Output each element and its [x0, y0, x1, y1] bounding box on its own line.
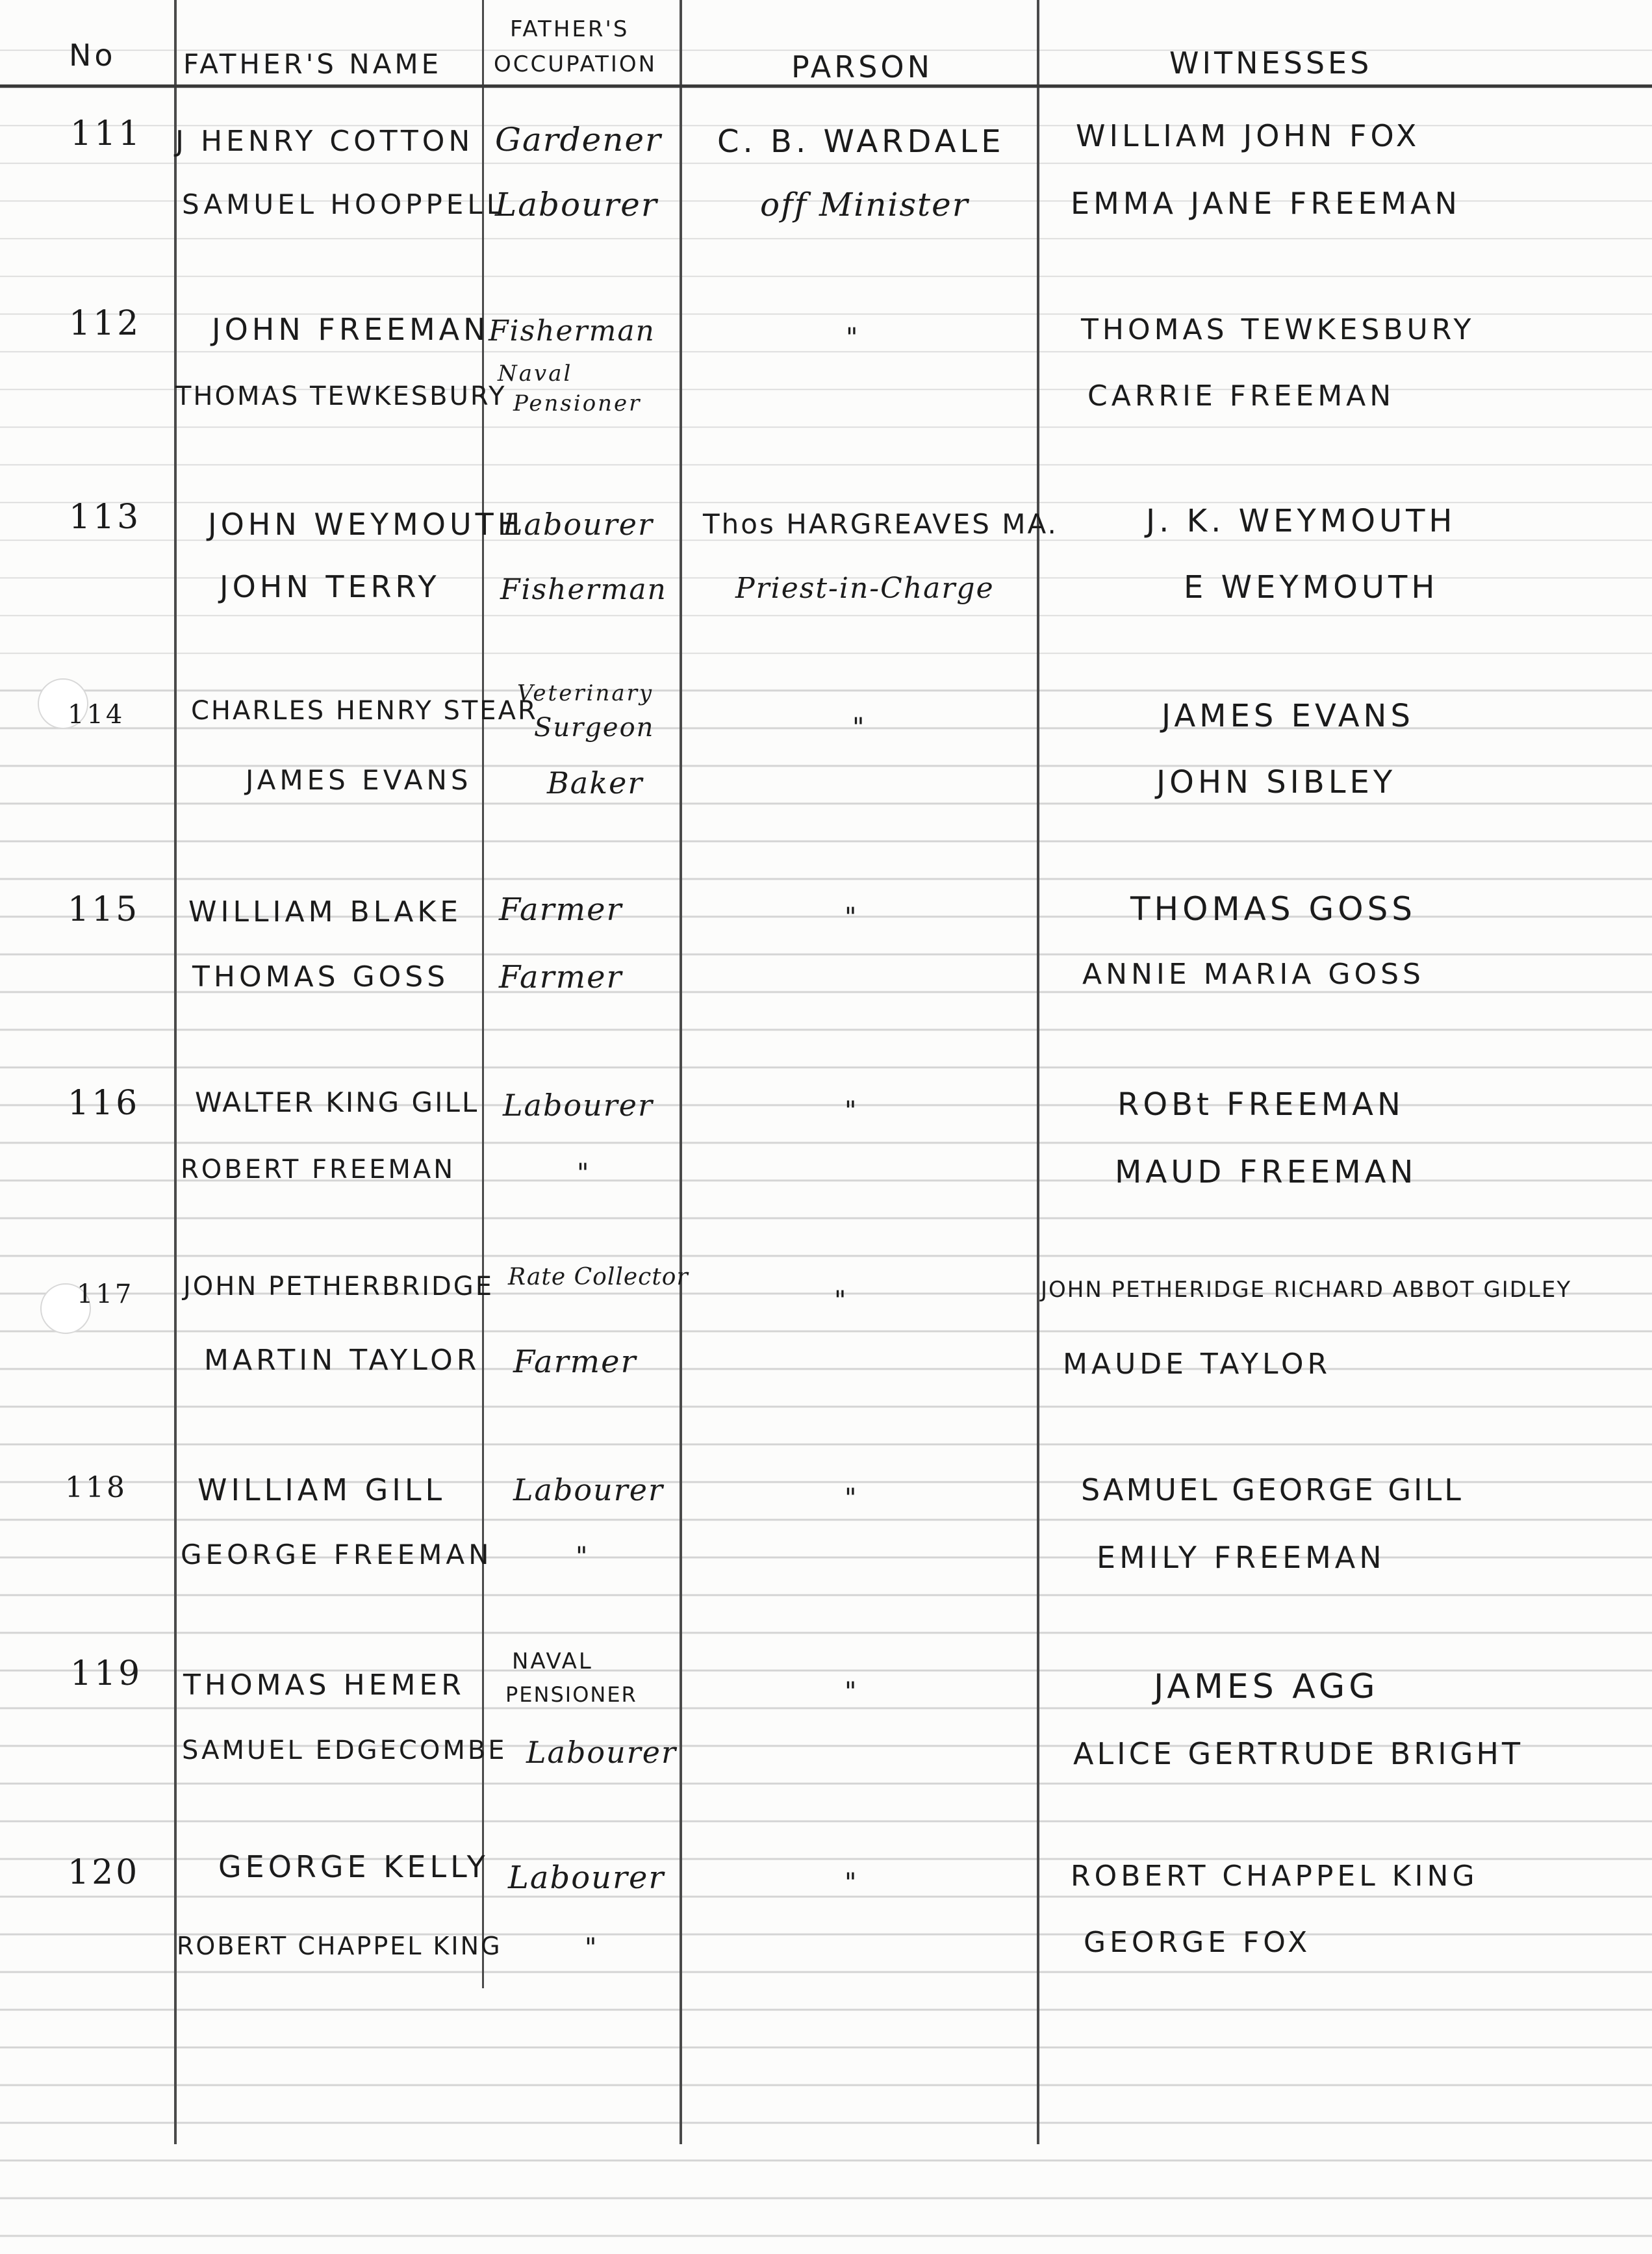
header-fathers-name: FATHER'S NAME — [183, 48, 442, 80]
entry-number: 119 — [70, 1654, 143, 1693]
entry-number: 118 — [65, 1471, 127, 1504]
witness-name: THOMAS GOSS — [1130, 890, 1417, 928]
father-name: THOMAS HEMER — [183, 1669, 465, 1702]
header-witnesses: WITNESSES — [1169, 45, 1373, 81]
entry-number: 117 — [77, 1279, 134, 1309]
witness-name: GEORGE FOX — [1084, 1926, 1312, 1959]
witness-name: EMMA JANE FREEMAN — [1071, 186, 1461, 221]
witness-name: ALICE GERTRUDE BRIGHT — [1073, 1736, 1524, 1771]
entry-number: 120 — [68, 1853, 140, 1892]
father-occupation: Farmer — [499, 891, 623, 928]
witness-name: JAMES EVANS — [1162, 698, 1414, 734]
father-name: JOHN WEYMOUTH — [208, 507, 524, 542]
father-name: GEORGE KELLY — [218, 1849, 489, 1884]
father-name: WILLIAM GILL — [197, 1472, 446, 1507]
column-rule-witnesses — [1037, 0, 1039, 2144]
father-name: CHARLES HENRY STEAR — [191, 696, 538, 726]
father-name: MARTIN TAYLOR — [204, 1344, 481, 1377]
parson-ditto: " — [845, 1483, 861, 1513]
father-name: THOMAS GOSS — [192, 960, 450, 993]
parson-ditto: " — [845, 903, 861, 932]
witness-name: CARRIE FREEMAN — [1087, 379, 1395, 413]
witness-name: E WEYMOUTH — [1184, 569, 1439, 606]
entry-number: 112 — [69, 304, 142, 343]
witness-name: MAUDE TAYLOR — [1063, 1348, 1332, 1381]
father-name: SAMUEL EDGECOMBE — [182, 1735, 507, 1765]
father-occupation: Fisherman — [500, 573, 667, 606]
witness-name: J. K. WEYMOUTH — [1146, 503, 1456, 539]
father-name: THOMAS TEWKESBURY — [175, 381, 507, 411]
entry-number: 114 — [68, 700, 125, 730]
witness-name: JAMES AGG — [1154, 1667, 1379, 1706]
father-occupation: Rate Collector — [508, 1264, 689, 1290]
father-name: JAMES EVANS — [246, 764, 472, 796]
father-occupation-ditto: " — [576, 1542, 592, 1572]
father-name: ROBERT FREEMAN — [181, 1155, 456, 1185]
witness-name: JOHN SIBLEY — [1156, 764, 1397, 800]
father-occupation: Fisherman — [489, 314, 655, 348]
entry-number: 111 — [70, 114, 143, 153]
father-occupation: Surgeon — [534, 713, 655, 743]
parson-name: C. B. WARDALE — [717, 123, 1005, 160]
parson-ditto: " — [845, 1677, 861, 1707]
column-rule-occupation — [482, 0, 484, 1988]
header-no: No — [69, 38, 116, 73]
father-name: JOHN PETHERBRIDGE — [183, 1272, 494, 1301]
father-occupation: Labourer — [526, 1735, 677, 1770]
header-fathers-occupation-line2: OCCUPATION — [494, 51, 657, 77]
father-name: JOHN FREEMAN — [212, 312, 490, 347]
father-occupation: Naval — [498, 361, 573, 387]
parson-ditto: " — [846, 323, 862, 353]
father-name: WILLIAM BLAKE — [188, 895, 462, 928]
father-occupation-ditto: " — [585, 1933, 601, 1963]
father-occupation: Gardener — [495, 121, 662, 159]
father-occupation: Farmer — [513, 1344, 637, 1380]
father-occupation: NAVAL — [512, 1648, 593, 1674]
father-name: SAMUEL HOOPPELL — [182, 188, 506, 220]
father-name: J HENRY COTTON — [175, 125, 474, 158]
witness-name: ANNIE MARIA GOSS — [1082, 958, 1425, 991]
header-fathers-occupation-line1: FATHER'S — [510, 16, 629, 42]
parson-ditto: " — [845, 1096, 861, 1126]
parson-ditto: " — [845, 1868, 861, 1898]
father-name: JOHN TERRY — [220, 569, 440, 604]
father-occupation: Labourer — [513, 1472, 664, 1507]
father-occupation-ditto: " — [577, 1159, 593, 1188]
parson-title: off Minister — [760, 186, 969, 224]
witness-name: THOMAS TEWKESBURY — [1081, 313, 1475, 346]
header-parson: PARSON — [791, 49, 934, 84]
parson-name: Thos HARGREAVES MA. — [703, 508, 1058, 540]
father-occupation: Veterinary — [517, 680, 654, 706]
father-occupation: Baker — [547, 765, 644, 800]
father-occupation: Labourer — [503, 507, 654, 542]
father-occupation: Labourer — [503, 1088, 654, 1123]
header-underline — [0, 84, 1652, 88]
father-occupation: Labourer — [495, 186, 658, 224]
entry-number: 115 — [68, 890, 140, 929]
column-rule-parson — [680, 0, 682, 2144]
father-occupation: Farmer — [499, 959, 623, 995]
entry-number: 116 — [68, 1084, 140, 1123]
witness-name: MAUD FREEMAN — [1115, 1154, 1417, 1190]
witness-name: WILLIAM JOHN FOX — [1076, 118, 1421, 153]
entry-number: 113 — [69, 498, 142, 537]
parson-ditto: " — [834, 1286, 850, 1316]
father-name: WALTER KING GILL — [195, 1086, 479, 1118]
witness-name: ROBERT CHAPPEL KING — [1071, 1860, 1479, 1893]
father-name: ROBERT CHAPPEL KING — [177, 1932, 502, 1960]
father-name: GEORGE FREEMAN — [181, 1539, 493, 1570]
witness-name: ROBt FREEMAN — [1117, 1086, 1404, 1123]
witness-name: EMILY FREEMAN — [1097, 1540, 1386, 1575]
column-rule-names — [174, 0, 177, 2144]
father-occupation: Pensioner — [513, 391, 642, 416]
witness-name: JOHN PETHERIDGE RICHARD ABBOT GIDLEY — [1041, 1277, 1572, 1303]
father-occupation: Labourer — [508, 1860, 665, 1896]
parson-ditto: " — [852, 713, 869, 743]
parson-title: Priest-in-Charge — [735, 572, 995, 605]
witness-name: SAMUEL GEORGE GILL — [1081, 1472, 1464, 1507]
father-occupation: PENSIONER — [505, 1682, 637, 1707]
